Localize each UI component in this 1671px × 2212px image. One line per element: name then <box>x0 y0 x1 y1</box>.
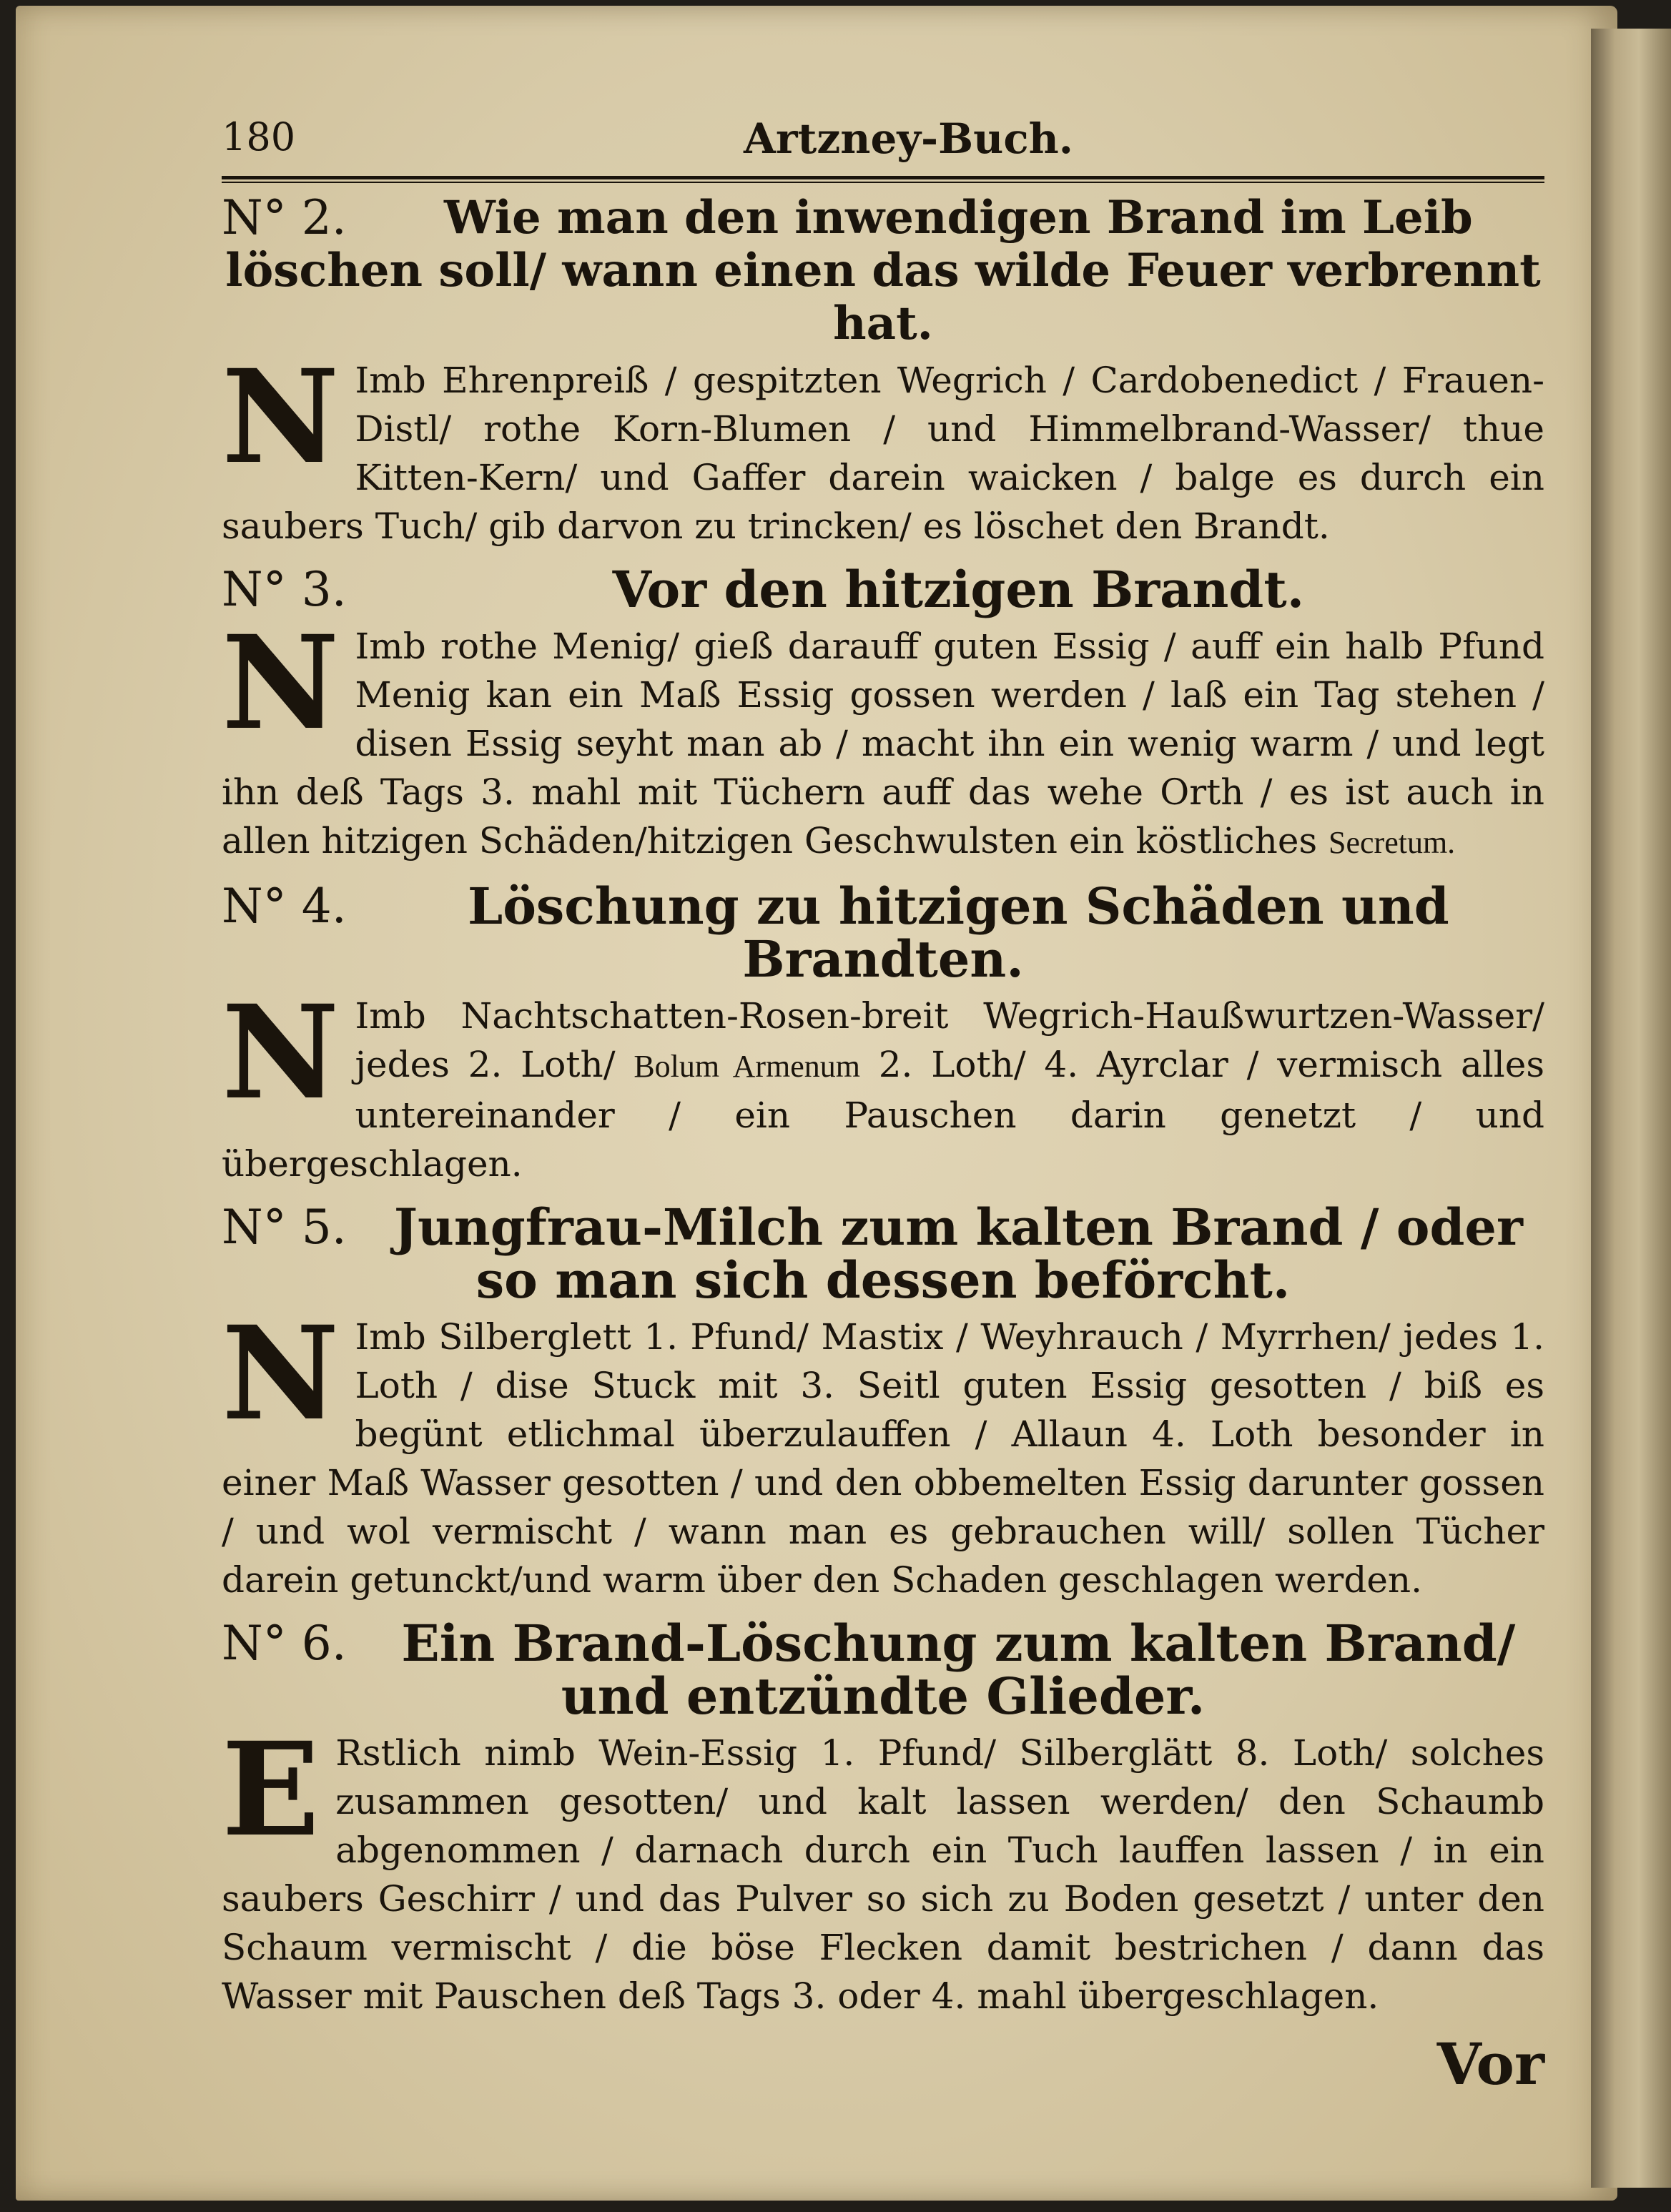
recipe-4 <box>222 877 1544 1188</box>
recipe-text: Imb Silberglett 1. Pfund/ Mastix / Weyhrauch / Myrrhen/ jedes 1. Loth / dise Stuck mit 3. Seitl guten Essig gesotten / biß es begünt etlichmal überzulauffen / Allaun 4. Loth besonder in einer Maß Wasser gesotten / und den obbemelten Essig darunter gossen / und wol vermischt / wann man es gebrauchen will/ sollen Tücher darein getunckt/und warm über den Schaden geschlagen werden. <box>222 1316 1544 1601</box>
recipe-heading: Jungfrau-Milch zum kalten Brand / oder so man sich dessen beförcht. <box>393 1198 1523 1310</box>
recipe-heading: Vor den hitzigen Brandt. <box>612 560 1305 619</box>
recipe-number: N° 3. <box>222 562 347 617</box>
page-number: 180 <box>222 114 296 159</box>
recipe-body <box>222 977 1544 1188</box>
recipe-title <box>222 1198 1544 1310</box>
recipe-number: N° 6. <box>222 1616 347 1671</box>
recipe-text: 2. Loth/ 4. Ayrclar / vermisch alles untereinander / ein Pauschen darin genetzt / und übergeschlagen. <box>222 1044 1544 1185</box>
drop-cap: N <box>222 608 340 759</box>
recipe-2 <box>222 192 1544 550</box>
recipe-title <box>222 192 1544 350</box>
catchword: Vor <box>1436 2030 1544 2098</box>
recipe-5 <box>222 1198 1544 1604</box>
recipe-number: N° 5. <box>222 1200 347 1255</box>
recipe-heading: Wie man den inwendigen Brand im Leib löschen soll/ wann einen das wilde Feuer verbrennt hat. <box>225 191 1541 350</box>
page-gutter <box>1591 29 1671 2188</box>
latin-term: Bolum Armenum <box>634 1049 860 1084</box>
drop-cap: E <box>222 1714 320 1865</box>
recipe-body <box>222 1298 1544 1604</box>
recipe-text: Imb rothe Menig/ gieß darauff guten Essig / auff ein halb Pfund Menig kan ein Maß Essig gossen werden / laß ein Tag stehen / disen Essig seyht man ab / macht ihn ein wenig warm / und legt ihn deß Tags 3. mahl mit Tüchern auff das wehe Orth / es ist auch in allen hitzigen Schäden/hitzigen Geschwulsten ein köstliches <box>222 626 1544 861</box>
recipe-heading: Löschung zu hitzigen Schäden und Brandten. <box>467 877 1449 989</box>
recipe-body <box>222 608 1544 867</box>
recipe-text: Imb Nachtschatten-Rosen-breit Wegrich-Haußwurtzen-Wasser/ jedes 2. Loth/ <box>355 995 1544 1085</box>
recipe-3 <box>222 560 1544 867</box>
drop-cap: N <box>222 977 340 1128</box>
latin-term: Secretum. <box>1329 825 1456 860</box>
recipe-title <box>222 560 1544 619</box>
drop-cap: N <box>222 1298 340 1449</box>
recipe-text: Rstlich nimb Wein-Essig 1. Pfund/ Silberglätt 8. Loth/ solches zusammen gesotten/ und kalt lassen werden/ den Schaumb abgenommen / darnach durch ein Tuch lauffen lassen / in ein saubers Geschirr / und das Pulver so sich zu Boden gesetzt / unter den Schaum vermischt / die böse Flecken damit bestrichen / dann das Wasser mit Pauschen deß Tags 3. oder 4. mahl übergeschlagen. <box>222 1732 1544 2017</box>
header-rule <box>222 176 1544 183</box>
recipe-6 <box>222 1614 1544 2020</box>
page-content <box>222 114 1544 2098</box>
recipe-heading: Ein Brand-Löschung zum kalten Brand/ und entzündte Glieder. <box>401 1614 1516 1726</box>
recipe-title <box>222 877 1544 989</box>
recipe-text: Imb Ehrenpreiß / gespitzten Wegrich / Cardobenedict / Frauen-Distl/ rothe Korn-Blumen / und Himmelbrand-Wasser/ thue Kitten-Kern/ und Gaffer darein waicken / balge es durch ein saubers Tuch/ gib darvon zu trincken/ es löschet den Brandt. <box>222 360 1544 547</box>
recipe-body <box>222 342 1544 550</box>
recipe-body <box>222 1714 1544 2020</box>
running-head <box>222 114 1544 179</box>
drop-cap: N <box>222 342 340 493</box>
running-title: Artzney-Buch. <box>744 114 1073 163</box>
recipe-title <box>222 1614 1544 1726</box>
recipe-number: N° 4. <box>222 879 347 934</box>
recipe-number: N° 2. <box>222 190 347 245</box>
